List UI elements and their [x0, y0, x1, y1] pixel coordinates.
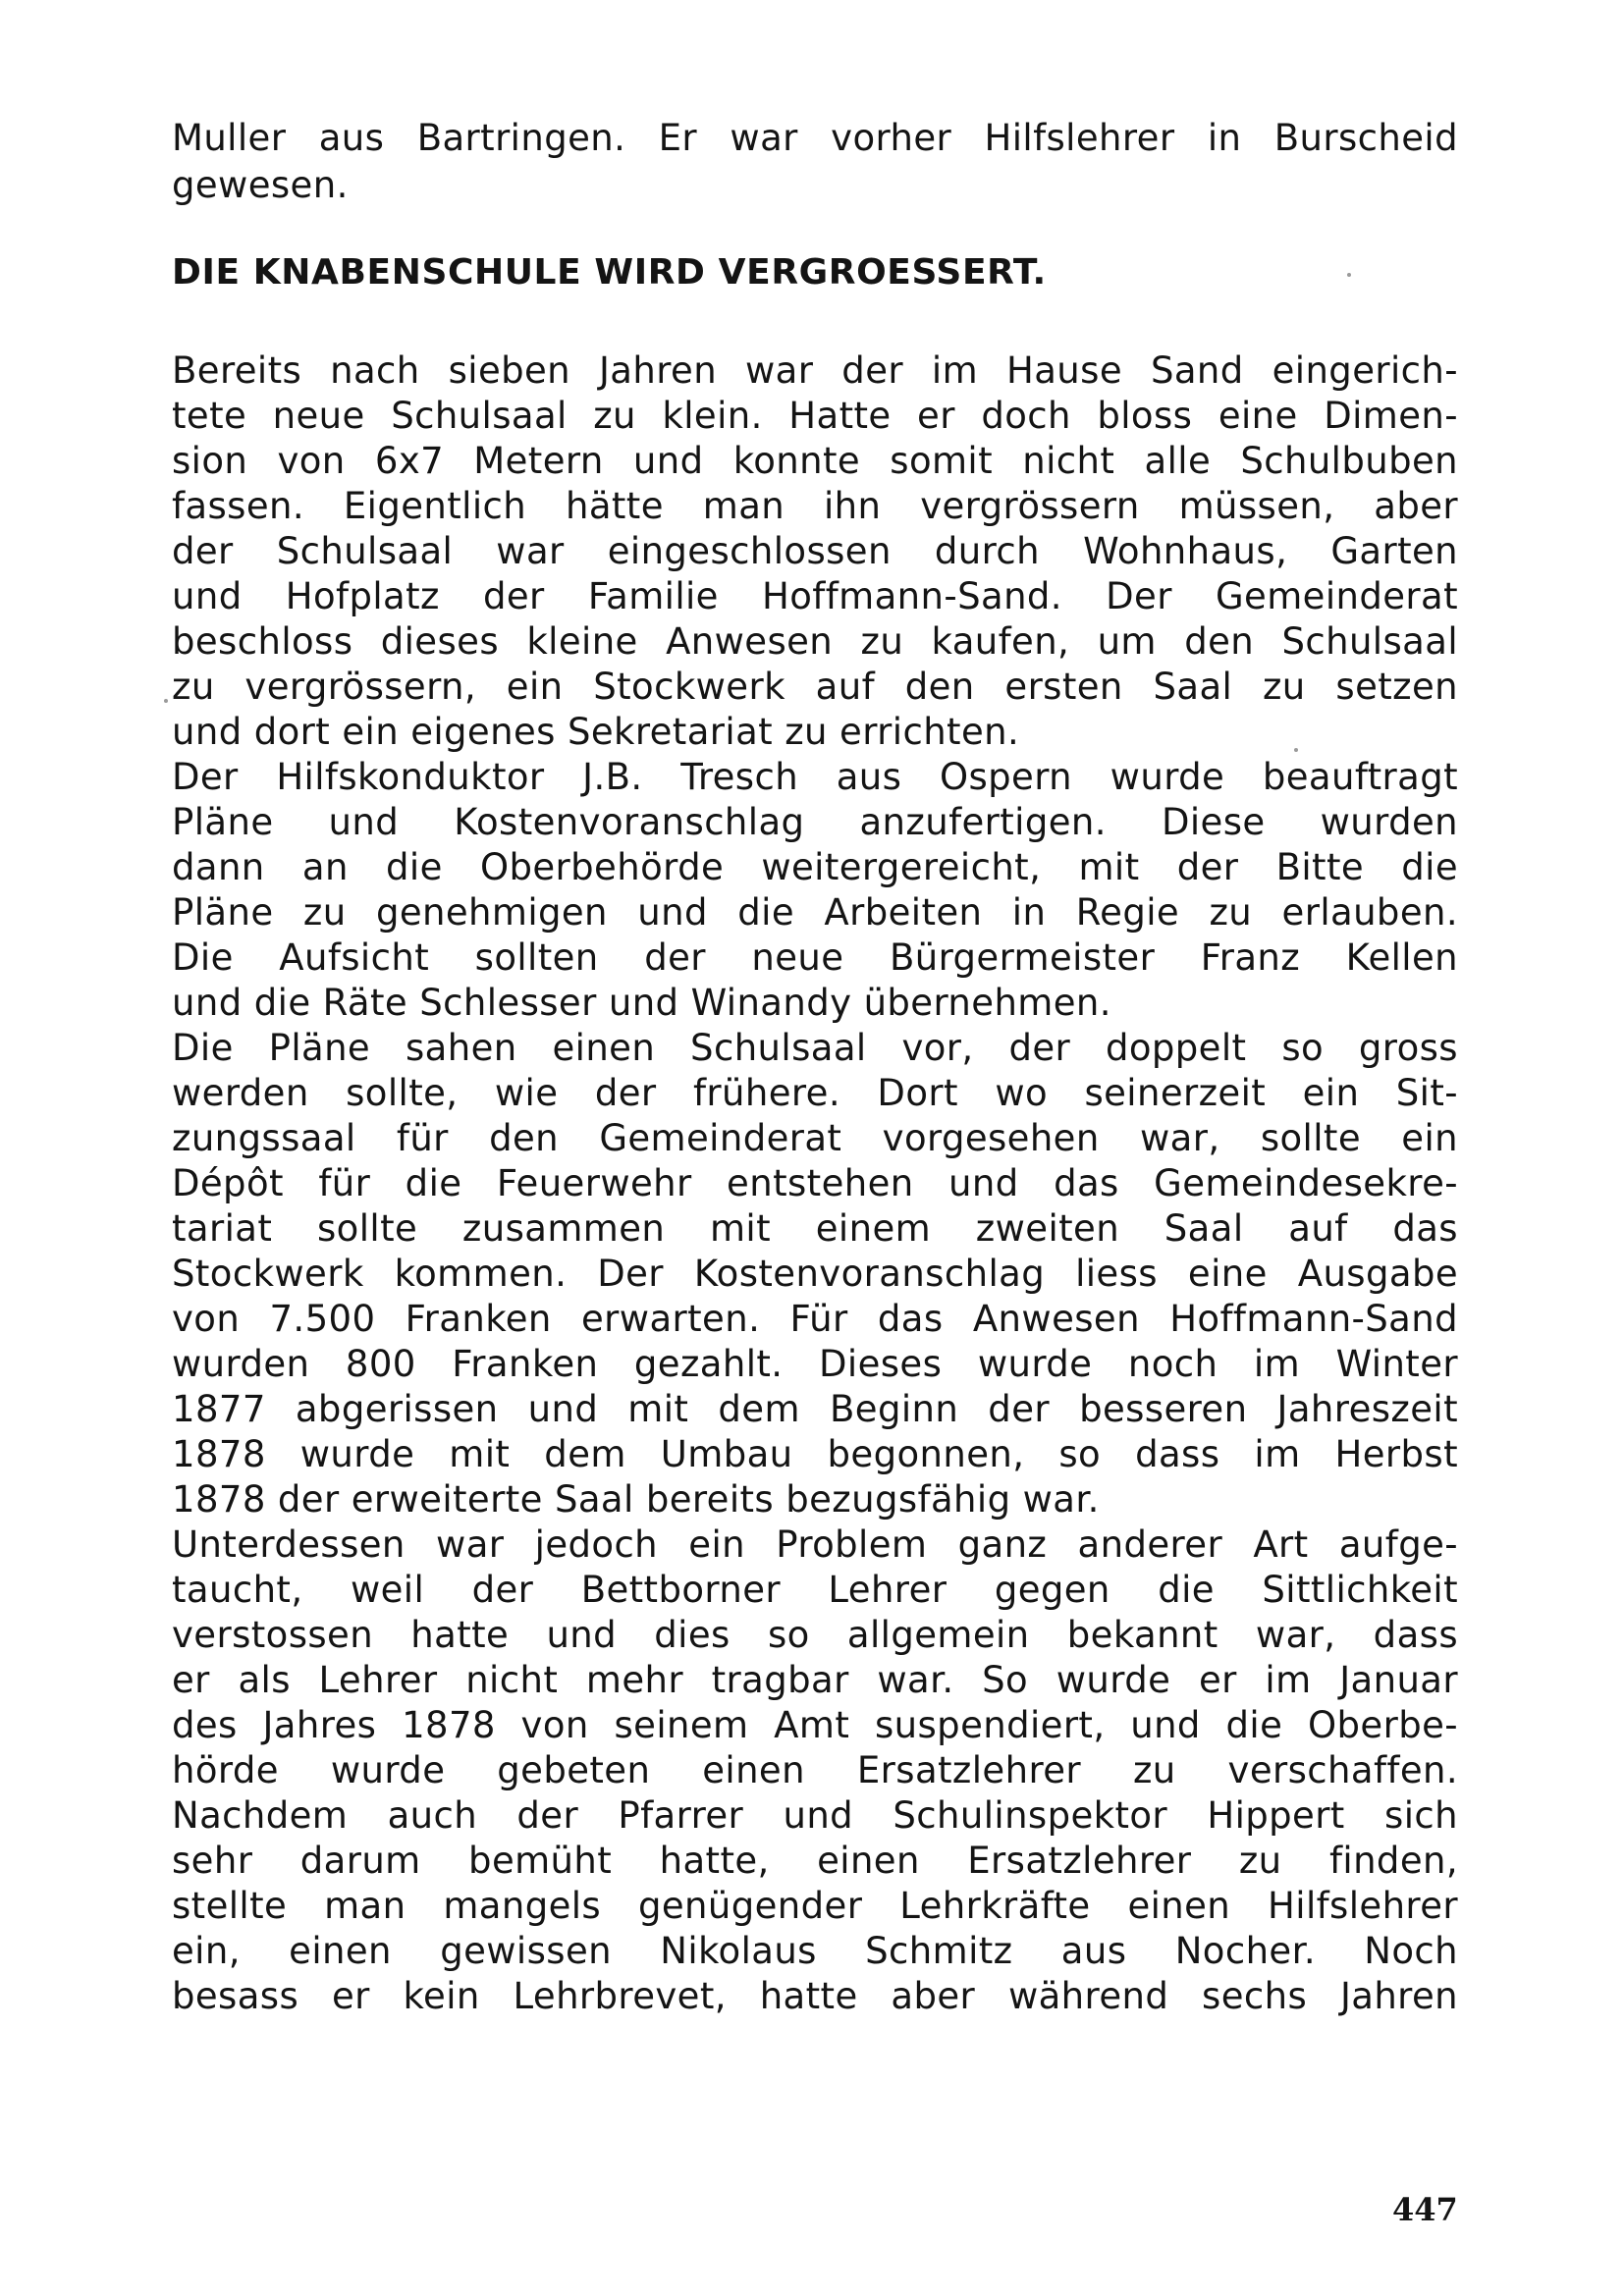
text-line: des Jahres 1878 von seinem Amt suspendiert, und die Oberbe-: [172, 1704, 1458, 1746]
text-line: hörde wurde gebeten einen Ersatzlehrer zu verschaffen.: [172, 1749, 1458, 1791]
text-line: 1877 abgerissen und mit dem Beginn der besseren Jahreszeit: [172, 1388, 1458, 1430]
text-line: und die Räte Schlesser und Winandy übernehmen.: [172, 982, 1111, 1024]
scan-speck: [1294, 748, 1298, 752]
text-line: sehr darum bemüht hatte, einen Ersatzlehrer zu finden,: [172, 1840, 1458, 1882]
text-line: wurden 800 Franken gezahlt. Dieses wurde noch im Winter: [172, 1343, 1458, 1385]
text-line: beschloss dieses kleine Anwesen zu kaufen, um den Schulsaal: [172, 620, 1458, 663]
text-line: Stockwerk kommen. Der Kostenvoranschlag liess eine Ausgabe: [172, 1253, 1458, 1295]
text-line: Der Hilfskonduktor J.B. Tresch aus Ospern wurde beauftragt: [172, 756, 1458, 798]
text-line: Die Pläne sahen einen Schulsaal vor, der doppelt so gross: [172, 1027, 1458, 1069]
text-line: verstossen hatte und dies so allgemein bekannt war, dass: [172, 1614, 1458, 1656]
text-line: zu vergrössern, ein Stockwerk auf den ersten Saal zu setzen: [172, 666, 1458, 708]
text-line: von 7.500 Franken erwarten. Für das Anwesen Hoffmann-Sand: [172, 1298, 1458, 1340]
text-line: der Schulsaal war eingeschlossen durch Wohnhaus, Garten: [172, 530, 1458, 572]
text-line: und Hofplatz der Familie Hoffmann-Sand. Der Gemeinderat: [172, 575, 1458, 617]
page-number: 447: [1392, 2191, 1458, 2228]
text-line: zungssaal für den Gemeinderat vorgesehen war, sollte ein: [172, 1117, 1458, 1159]
text-line: Muller aus Bartringen. Er war vorher Hilfslehrer in Burscheid: [172, 117, 1458, 159]
text-line: tete neue Schulsaal zu klein. Hatte er doch bloss eine Dimen-: [172, 395, 1458, 437]
text-line: taucht, weil der Bettborner Lehrer gegen die Sittlichkeit: [172, 1569, 1458, 1611]
text-line: sion von 6x7 Metern und konnte somit nicht alle Schulbuben: [172, 440, 1458, 482]
text-line: Unterdessen war jedoch ein Problem ganz anderer Art aufge-: [172, 1523, 1458, 1566]
text-line: Dépôt für die Feuerwehr entstehen und das Gemeindesekre-: [172, 1162, 1458, 1204]
text-line: Pläne und Kostenvoranschlag anzufertigen. Diese wurden: [172, 801, 1458, 843]
text-line: besass er kein Lehrbrevet, hatte aber während sechs Jahren: [172, 1975, 1458, 2017]
text-line: er als Lehrer nicht mehr tragbar war. So wurde er im Januar: [172, 1659, 1458, 1701]
scan-speck: [1347, 273, 1351, 277]
text-line: und dort ein eigenes Sekretariat zu errichten.: [172, 711, 1020, 753]
text-line: Die Aufsicht sollten der neue Bürgermeister Franz Kellen: [172, 936, 1458, 979]
text-line: stellte man mangels genügender Lehrkräfte einen Hilfslehrer: [172, 1885, 1458, 1927]
text-line: fassen. Eigentlich hätte man ihn vergrössern müssen, aber: [172, 485, 1458, 527]
text-line: werden sollte, wie der frühere. Dort wo seinerzeit ein Sit-: [172, 1072, 1458, 1114]
scan-speck: [164, 699, 168, 703]
text-line: Nachdem auch der Pfarrer und Schulinspektor Hippert sich: [172, 1794, 1458, 1837]
text-line: dann an die Oberbehörde weitergereicht, mit der Bitte die: [172, 846, 1458, 888]
text-line: tariat sollte zusammen mit einem zweiten Saal auf das: [172, 1207, 1458, 1250]
text-line: 1878 wurde mit dem Umbau begonnen, so dass im Herbst: [172, 1433, 1458, 1475]
text-line: 1878 der erweiterte Saal bereits bezugsfähig war.: [172, 1478, 1100, 1521]
text-line: gewesen.: [172, 164, 349, 206]
text-line: Bereits nach sieben Jahren war der im Hause Sand eingerich-: [172, 349, 1458, 392]
section-heading: DIE KNABENSCHULE WIRD VERGROESSERT.: [172, 252, 1047, 293]
text-line: Pläne zu genehmigen und die Arbeiten in Regie zu erlauben.: [172, 891, 1458, 934]
text-line: ein, einen gewissen Nikolaus Schmitz aus Nocher. Noch: [172, 1930, 1458, 1972]
